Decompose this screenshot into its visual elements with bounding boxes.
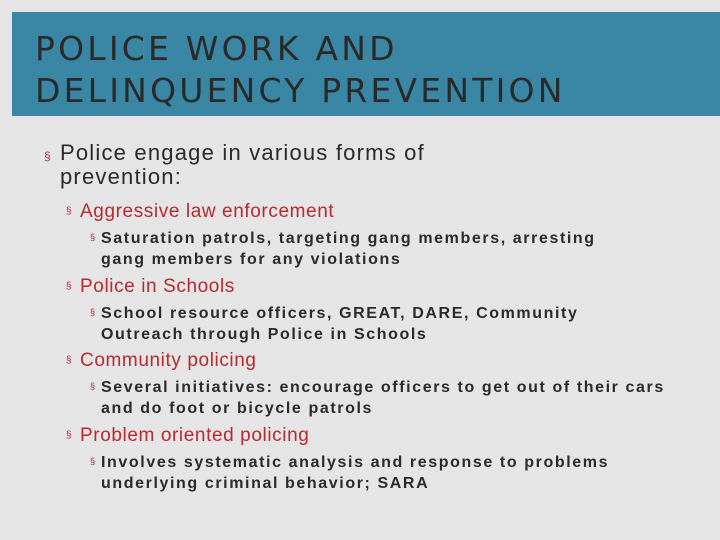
detail-bullet-police-in-schools: [90, 303, 715, 345]
bullet-marker-icon: §: [44, 149, 51, 163]
detail-bullet-community-policing: [90, 377, 715, 419]
sub-bullet-police-in-schools: [66, 276, 235, 298]
bullet-marker-icon: §: [66, 430, 72, 441]
detail-bullet-text: Several initiatives: encourage officers to get out of their cars and do foot or bicycle patrols: [101, 379, 665, 417]
main-bullet: [44, 141, 664, 189]
sub-bullet-aggressive-law-enforcement: [66, 201, 334, 223]
sub-bullet-label: Aggressive law enforcement: [80, 201, 335, 222]
detail-bullet-problem-oriented-policing: [90, 452, 715, 494]
sub-bullet-label: Community policing: [80, 350, 257, 371]
bullet-marker-icon: §: [66, 355, 72, 366]
main-bullet-text: Police engage in various forms of prevention:: [60, 140, 425, 189]
detail-bullet-aggressive-law-enforcement: [90, 228, 715, 270]
detail-bullet-text: Saturation patrols, targeting gang members, arresting gang members for any violations: [101, 230, 596, 268]
detail-bullet-text: School resource officers, GREAT, DARE, Community Outreach through Police in Schools: [101, 305, 579, 343]
slide-title-line-2: DELINQUENCY PREVENTION: [35, 71, 566, 110]
slide-title-line-1: POLICE WORK AND: [35, 29, 398, 68]
bullet-marker-icon: §: [66, 206, 72, 217]
sub-bullet-label: Problem oriented policing: [80, 425, 310, 446]
bullet-marker-icon: §: [90, 232, 96, 242]
sub-bullet-community-policing: [66, 350, 257, 372]
bullet-marker-icon: §: [90, 456, 96, 466]
sub-bullet-label: Police in Schools: [80, 276, 235, 297]
bullet-marker-icon: §: [66, 281, 72, 292]
bullet-marker-icon: §: [90, 307, 96, 317]
detail-bullet-text: Involves systematic analysis and response to problems underlying criminal behavior; SARA: [101, 454, 610, 492]
sub-bullet-problem-oriented-policing: [66, 425, 309, 447]
bullet-marker-icon: §: [90, 381, 96, 391]
